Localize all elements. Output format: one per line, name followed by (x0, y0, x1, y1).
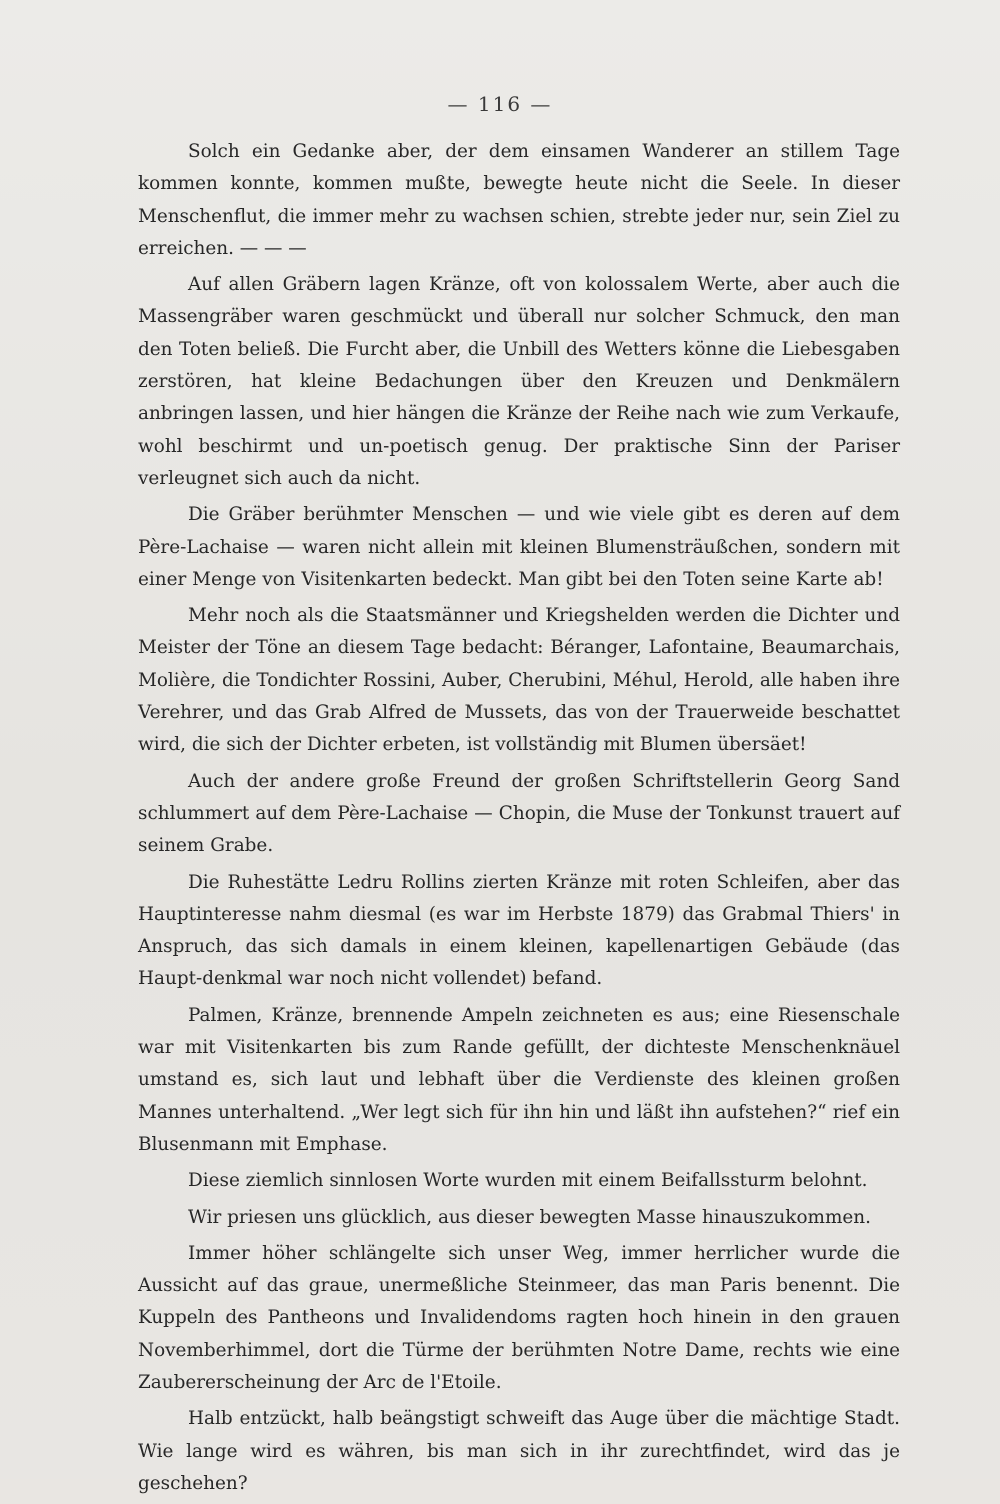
page-number: — 116 — (447, 92, 553, 116)
paragraph: Halb entzückt, halb beängstigt schweift das Auge über die mächtige Stadt. Wie lange wird es währen, bis man sich in ihr zurechtfindet, wird das je geschehen? (138, 1408, 900, 1494)
body-text (138, 136, 900, 1504)
paragraph: Immer höher schlängelte sich unser Weg, immer herrlicher wurde die Aussicht auf das graue, unermeßliche Steinmeer, das man Paris benennt. Die Kuppeln des Pantheons und Invalidendoms ragten hoch hinein in den grauen Novemberhimmel, dort die Türme der berühmten Notre Dame, rechts wie eine Zaubererscheinung der Arc de l'Etoile. (138, 1242, 900, 1393)
paragraph: Solch ein Gedanke aber, der dem einsamen Wanderer an stillem Tage kommen konnte, kommen mußte, bewegte heute nicht die Seele. In dieser Menschenflut, die immer mehr zu wachsen schien, strebte jeder nur, sein Ziel zu erreichen. — — — (138, 141, 900, 259)
paragraph: Auf allen Gräbern lagen Kränze, oft von kolossalem Werte, aber auch die Massengräber waren geschmückt und überall nur solcher Schmuck, den man den Toten beließ. Die Furcht aber, die Unbill des Wetters könne die Liebesgaben zerstören, hat kleine Bedachungen über den Kreuzen und Denkmälern anbringen lassen, und hier hängen die Kränze der Reihe nach wie zum Verkaufe, wohl beschirmt und un-poetisch genug. Der praktische Sinn der Pariser verleugnet sich auch da nicht. (138, 274, 900, 489)
paragraph: Mehr noch als die Staatsmänner und Kriegshelden werden die Dichter und Meister der Töne an diesem Tage bedacht: Béranger, Lafontaine, Beaumarchais, Molière, die Tondichter Rossini, Auber, Cherubini, Méhul, Herold, alle haben ihre Verehrer, und das Grab Alfred de Mussets, das von der Trauerweide beschattet wird, die sich der Dichter erbeten, ist vollständig mit Blumen übersäet! (138, 605, 900, 756)
paragraph: Die Ruhestätte Ledru Rollins zierten Kränze mit roten Schleifen, aber das Hauptinteresse nahm diesmal (es war im Herbste 1879) das Grabmal Thiers' in Anspruch, das sich damals in einem kleinen, kapellenartigen Gebäude (das Haupt-denkmal war noch nicht vollendet) befand. (138, 871, 900, 990)
paragraph: Wir priesen uns glücklich, aus dieser bewegten Masse hinauszukommen. (188, 1206, 871, 1228)
paragraph: Palmen, Kränze, brennende Ampeln zeichneten es aus; eine Riesenschale war mit Visitenkarten bis zum Rande gefüllt, der dichteste Menschenknäuel umstand es, sich laut und lebhaft über die Verdienste des kleinen großen Mannes unterhaltend. „Wer legt sich für ihn hin und läßt ihn aufstehen?“ rief ein Blusenmann mit Emphase. (138, 1004, 900, 1155)
paragraph: Diese ziemlich sinnlosen Worte wurden mit einem Beifallssturm belohnt. (188, 1170, 868, 1192)
paragraph: Auch der andere große Freund der großen Schriftstellerin Georg Sand schlummert auf dem Père-Lachaise — Chopin, die Muse der Tonkunst trauert auf seinem Grabe. (138, 770, 900, 857)
paragraph: Die Gräber berühmter Menschen — und wie viele gibt es deren auf dem Père-Lachaise — waren nicht allein mit kleinen Blumensträußchen, sondern mit einer Menge von Visitenkarten bedeckt. Man gibt bei den Toten seine Karte ab! (138, 504, 900, 590)
